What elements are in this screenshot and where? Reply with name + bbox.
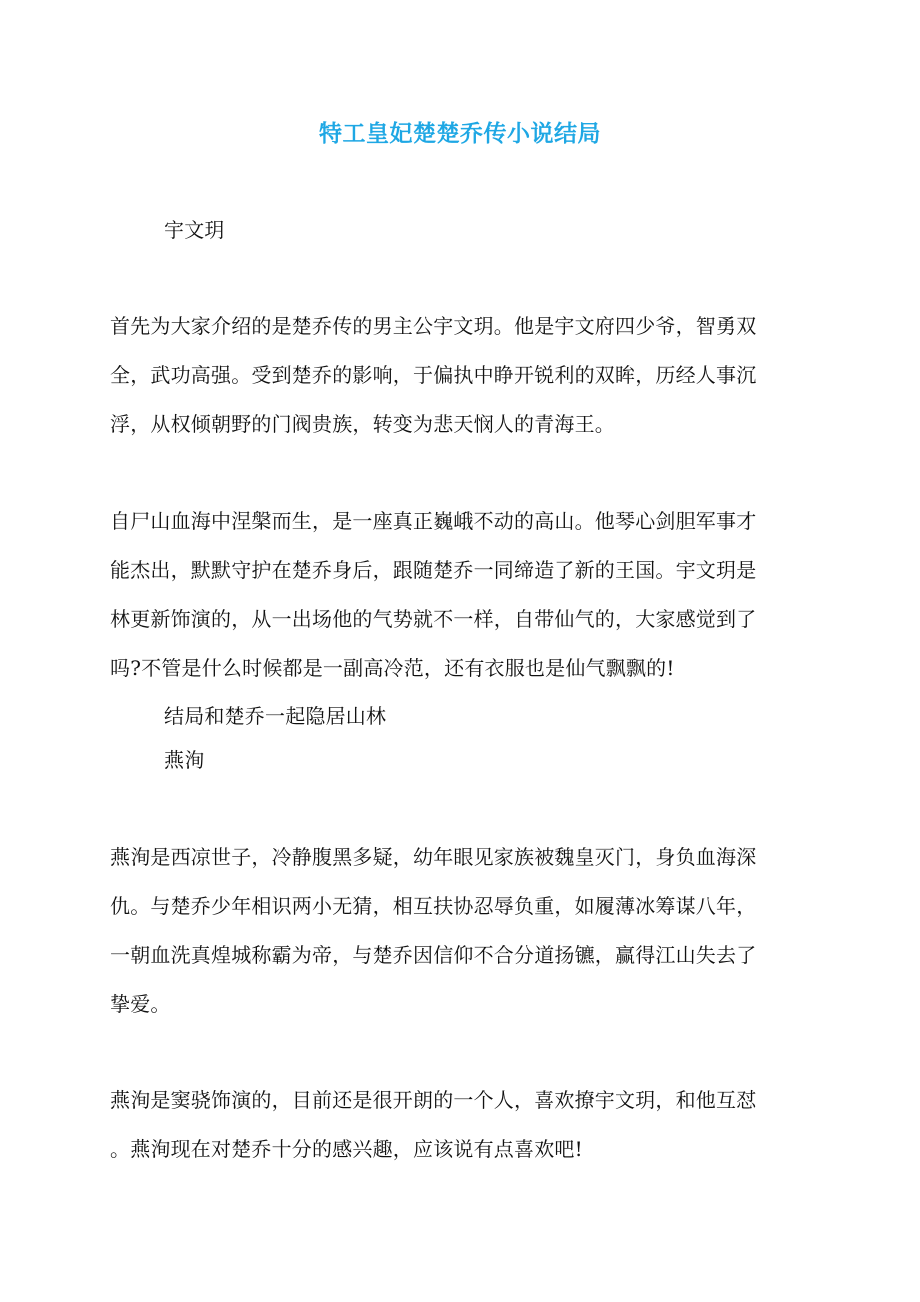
paragraph-line: 首先为大家介绍的是楚乔传的男主公宇文玥。他是宇文府四少爷，智勇双 <box>110 314 757 338</box>
paragraph-line: 。燕洵现在对楚乔十分的感兴趣，应该说有点喜欢吧! <box>110 1137 583 1161</box>
paragraph-line: 仇。与楚乔少年相识两小无猜，相互扶协忍辱负重，如履薄冰筹谋八年， <box>110 894 757 918</box>
paragraph-line: 燕洵是窦骁饰演的，目前还是很开朗的一个人，喜欢撩宇文玥，和他互怼 <box>110 1088 757 1112</box>
paragraph-line: 浮，从权倾朝野的门阀贵族，转变为悲天悯人的青海王。 <box>110 412 615 436</box>
paragraph-line: 吗?不管是什么时候都是一副高冷范，还有衣服也是仙气飘飘的! <box>110 656 675 680</box>
paragraph-line: 一朝血洗真煌城称霸为帝，与楚乔因信仰不合分道扬镳，赢得江山失去了 <box>110 943 757 967</box>
paragraph-line: 自尸山血海中涅槃而生，是一座真正巍峨不动的高山。他琴心剑胆军事才 <box>110 509 757 533</box>
section-heading-yuwenyue: 宇文玥 <box>164 218 225 242</box>
paragraph-line: 能杰出，默默守护在楚乔身后，跟随楚乔一同缔造了新的王国。宇文玥是 <box>110 558 757 582</box>
section-ending-yuwenyue: 结局和楚乔一起隐居山林 <box>164 704 387 728</box>
paragraph-line: 挚爱。 <box>110 992 171 1016</box>
paragraph-line: 林更新饰演的，从一出场他的气势就不一样，自带仙气的，大家感觉到了 <box>110 607 757 631</box>
paragraph-line: 燕洵是西凉世子，冷静腹黑多疑，幼年眼见家族被魏皇灭门，身负血海深 <box>110 845 757 869</box>
section-heading-yanxun: 燕洵 <box>164 748 205 772</box>
paragraph-line: 全，武功高强。受到楚乔的影响，于偏执中睁开锐利的双眸，历经人事沉 <box>110 363 757 387</box>
document-title: 特工皇妃楚楚乔传小说结局 <box>319 121 601 147</box>
